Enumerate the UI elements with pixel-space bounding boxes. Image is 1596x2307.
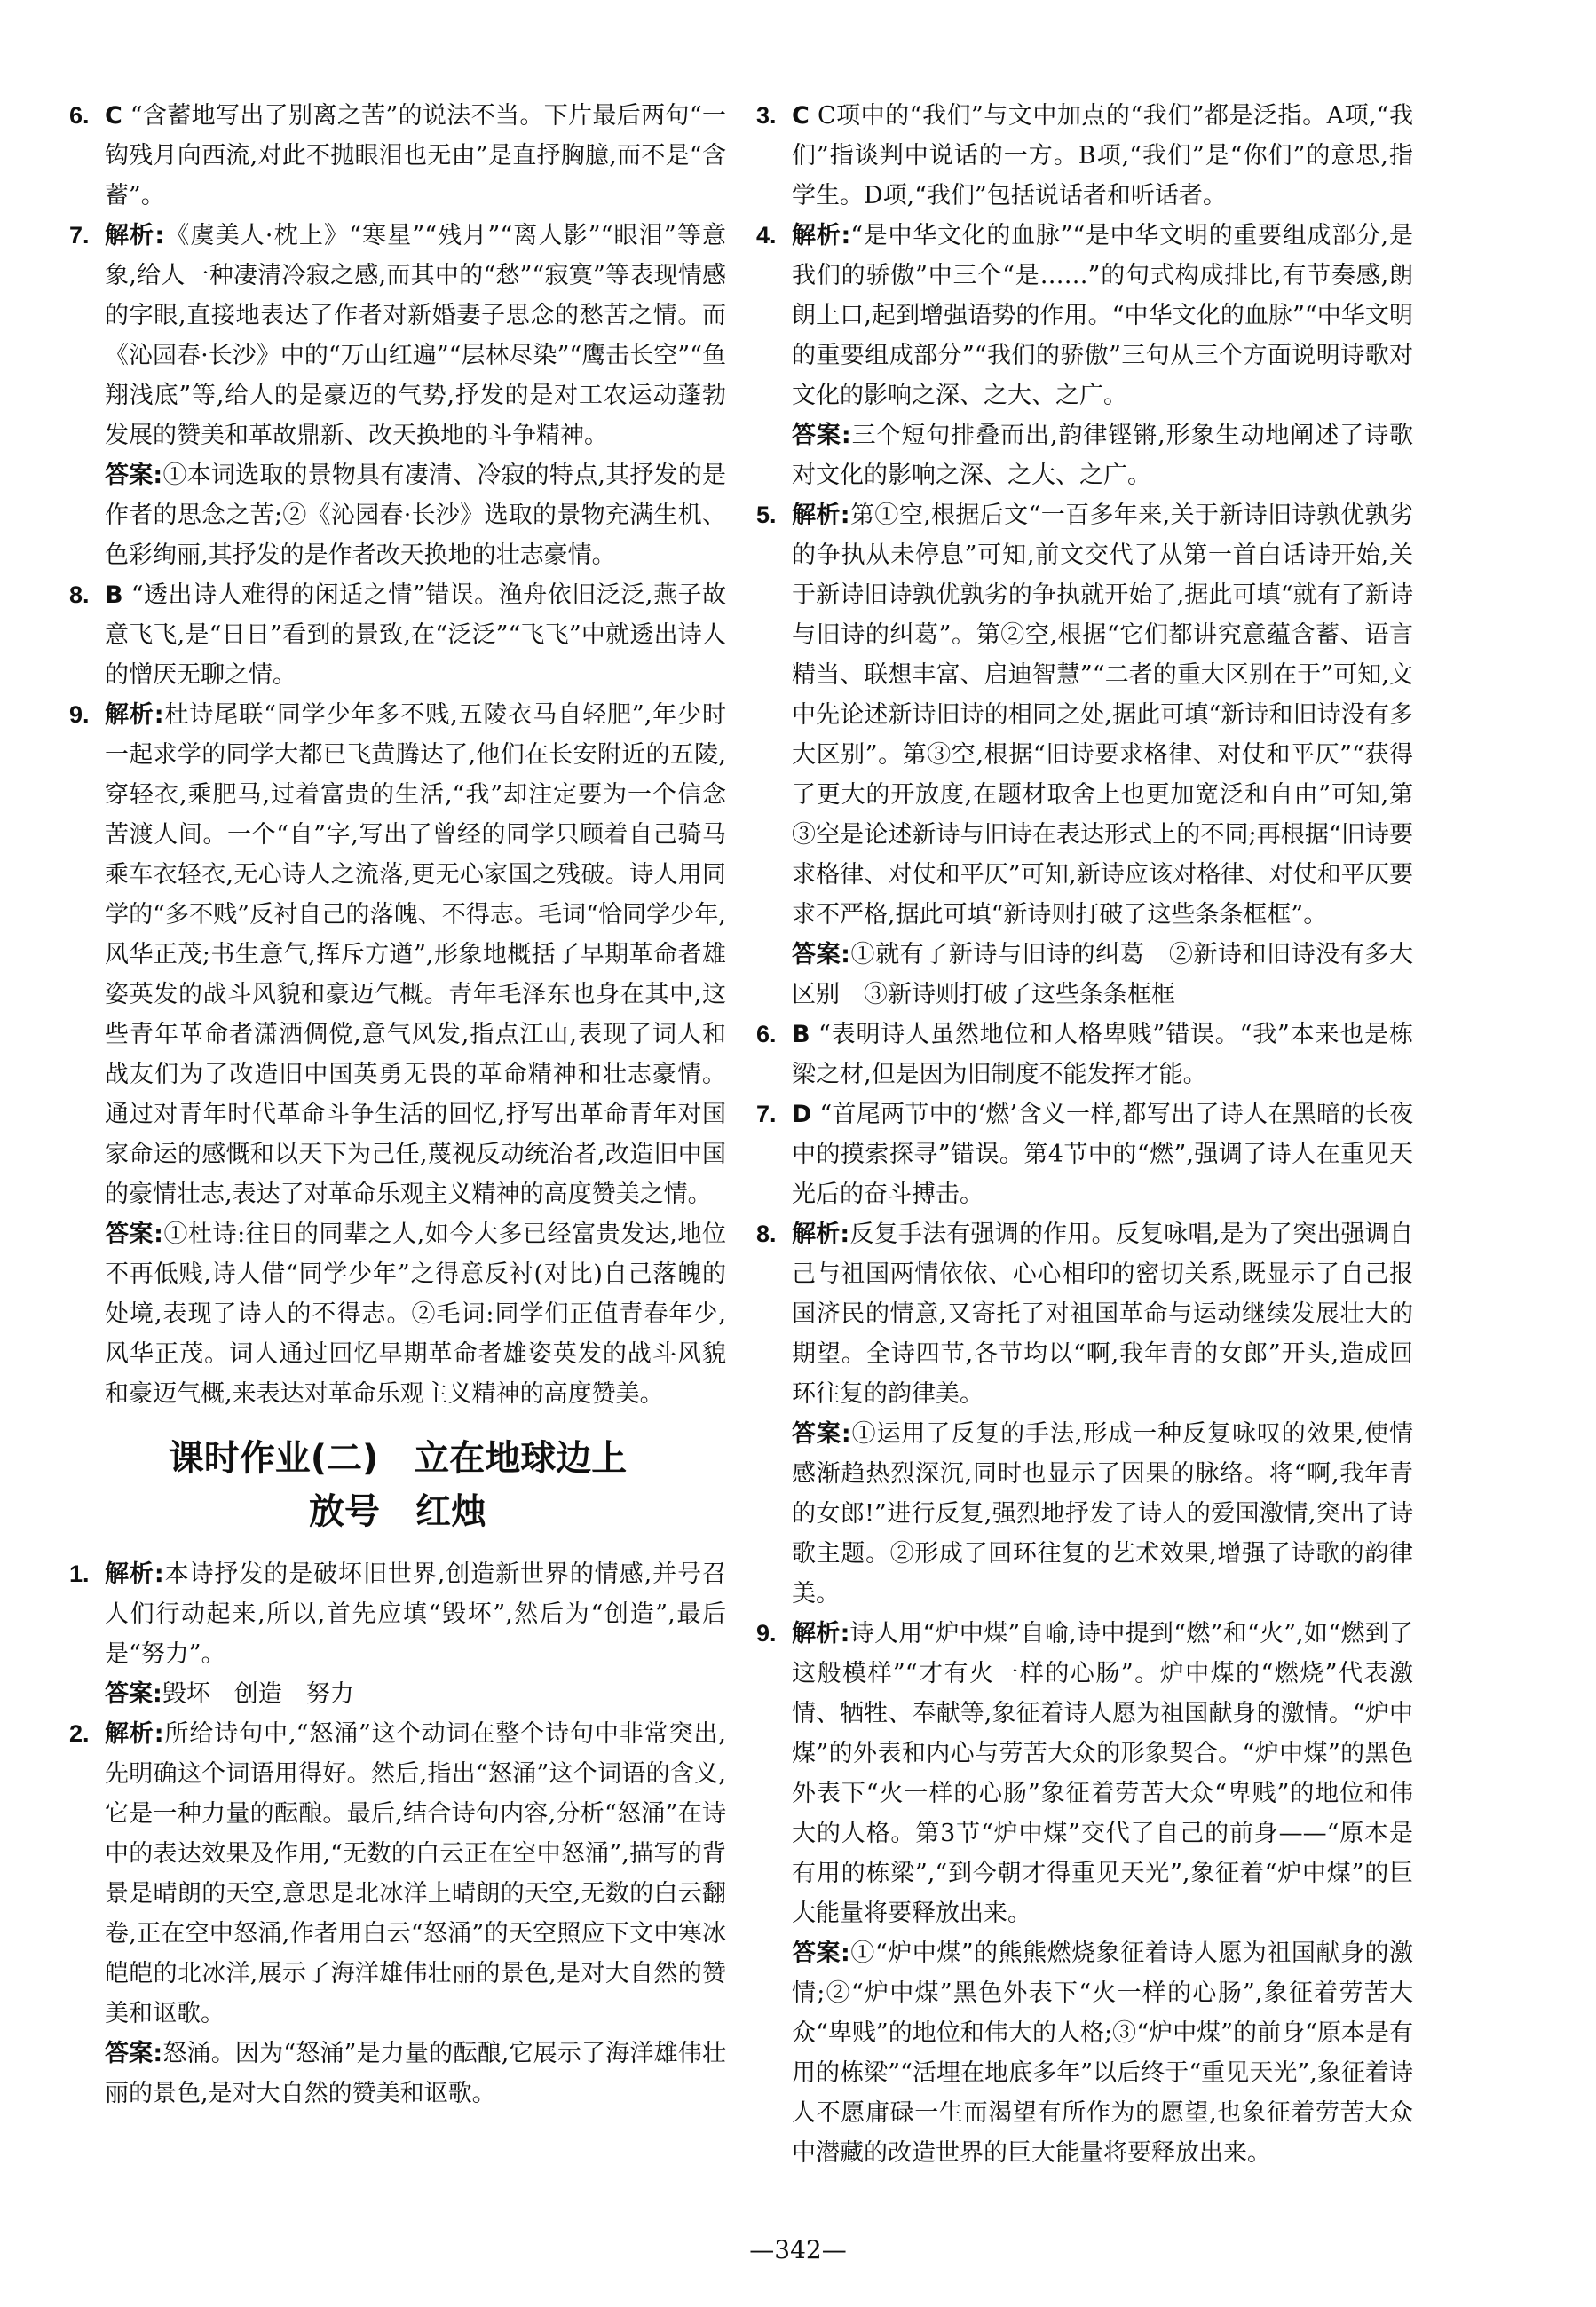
question-label: B (105, 581, 123, 609)
question-label: 解析: (792, 502, 850, 529)
question-body (756, 1015, 1413, 1094)
question-number: 7. (756, 1101, 777, 1127)
question-number: 5. (756, 502, 777, 528)
question-body (756, 1214, 1413, 1414)
question-number: 9. (69, 701, 90, 728)
answer-label: 答案: (792, 1940, 850, 1967)
question-item (69, 695, 726, 1414)
question-item (756, 1214, 1413, 1614)
question-text: “含蓄地写出了别离之苦”的说法不当。下片最后两句“一钩残月向西流,对此不抛眼泪也无由”是直抒胸臆,而不是“含蓄”。 (105, 102, 726, 209)
question-number: 1. (69, 1560, 90, 1587)
question-body (69, 1554, 726, 1674)
question-number: 8. (756, 1221, 777, 1247)
question-label: 解析: (105, 222, 165, 249)
question-text: 杜诗尾联“同学少年多不贱,五陵衣马自轻肥”,年少时一起求学的同学大都已飞黄腾达了,他们在长安附近的五陵,穿轻衣,乘肥马,过着富贵的生活,“我”却注定要为一个信念苦渡人间。一个“自”字,写出了曾经的同学只顾着自己骑马乘车衣轻衣,无心诗人之流落,更无心家国之残破。诗人用同学的“多不贱”反衬自己的落魄、不得志。毛词“恰同学少年,风华正茂;书生意气,挥斥方遒”,形象地概括了早期革命者雄姿英发的战斗风貌和豪迈气概。青年毛泽东也身在其中,这些青年革命者潇洒倜傥,意气风发,指点江山,表现了词人和战友们为了改造旧中国英勇无畏的革命精神和壮志豪情。通过对青年时代革命斗争生活的回忆,抒写出革命青年对国家命运的感慨和以天下为己任,蔑视反动统治者,改造旧中国的豪情壮志,表达了对革命乐观主义精神的高度赞美之情。 (105, 701, 726, 1208)
answer-text: ①本词选取的景物具有凄清、冷寂的特点,其抒发的是作者的思念之苦;②《沁园春·长沙》选取的景物充满生机、色彩绚丽,其抒发的是作者改天换地的壮志豪情。 (105, 462, 726, 569)
question-number: 4. (756, 222, 777, 249)
question-label: 解析: (792, 1221, 850, 1248)
answer-block (756, 935, 1413, 1015)
question-body (69, 96, 726, 216)
question-number: 2. (69, 1720, 90, 1747)
question-body (756, 495, 1413, 935)
answer-label: 答案: (792, 941, 850, 968)
right-column (756, 96, 1413, 2173)
answer-block (69, 1674, 726, 1714)
question-number: 8. (69, 581, 90, 608)
answer-block (69, 1214, 726, 1414)
question-body (69, 1714, 726, 2034)
section-heading (69, 1432, 726, 1538)
answer-label: 答案: (792, 422, 851, 449)
question-item (69, 96, 726, 216)
question-text: 第①空,根据后文“一百多年来,关于新诗旧诗孰优孰劣的争执从未停息”可知,前文交代了从第一首白话诗开始,关于新诗旧诗孰优孰劣的争执就开始了,据此可填“就有了新诗与旧诗的纠葛”。第②空,根据“它们都讲究意蕴含蓄、语言精当、联想丰富、启迪智慧”“二者的重大区别在于”可知,文中先论述新诗旧诗的相同之处,据此可填“新诗和旧诗没有多大区别”。第③空,根据“旧诗要求格律、对仗和平仄”“获得了更大的开放度,在题材取舍上也更加宽泛和自由”可知,第③空是论述新诗与旧诗在表达形式上的不同;再根据“旧诗要求格律、对仗和平仄”可知,新诗应该对格律、对仗和平仄要求不严格,据此可填“新诗则打破了这些条条框框”。 (792, 502, 1413, 928)
question-text: C项中的“我们”与文中加点的“我们”都是泛指。A项,“我们”指谈判中说话的一方。B项,“我们”是“你们”的意思,指学生。D项,“我们”包括说话者和听话者。 (792, 102, 1413, 209)
section-heading-line1: 课时作业(二) 立在地球边上 (168, 1438, 628, 1479)
question-text: 所给诗句中,“怒涌”这个动词在整个诗句中非常突出,先明确这个词语用得好。然后,指出“怒涌”这个词语的含义,它是一种力量的酝酿。最后,结合诗句内容,分析“怒涌”在诗中的表达效果及作用,“无数的白云正在空中怒涌”,描写的背景是晴朗的天空,意思是北冰洋上晴朗的天空,无数的白云翻卷,正在空中怒涌,作者用白云“怒涌”的天空照应下文中寒冰皑皑的北冰洋,展示了海洋雄伟壮丽的景色,是对大自然的赞美和讴歌。 (105, 1720, 726, 2027)
answer-text: 怒涌。因为“怒涌”是力量的酝酿,它展示了海洋雄伟壮丽的景色,是对大自然的赞美和讴歌。 (105, 2040, 726, 2107)
question-number: 7. (69, 222, 90, 249)
question-text: 《虞美人·枕上》“寒星”“残月”“离人影”“眼泪”等意象,给人一种凄清冷寂之感,而其中的“愁”“寂寞”等表现情感的字眼,直接地表达了作者对新婚妻子思念的愁苦之情。而《沁园春·长沙》中的“万山红遍”“层林尽染”“鹰击长空”“鱼翔浅底”等,给人的是豪迈的气势,抒发的是对工农运动蓬勃发展的赞美和革故鼎新、改天换地的斗争精神。 (105, 222, 726, 449)
question-body (69, 216, 726, 455)
answer-label: 答案: (105, 2040, 163, 2067)
answer-block (756, 1933, 1413, 2173)
question-text: 诗人用“炉中煤”自喻,诗中提到“燃”和“火”,如“燃到了这般模样”“才有火一样的心肠”。炉中煤的“燃烧”代表激情、牺牲、奉献等,象征着诗人愿为祖国献身的激情。“炉中煤”的外表和内心与劳苦大众的形象契合。“炉中煤”的黑色外表下“火一样的心肠”象征着劳苦大众“卑贱”的地位和伟大的人格。第3节“炉中煤”交代了自己的前身——“原本是有用的栋梁”,“到今朝才得重见天光”,象征着“炉中煤”的巨大能量将要释放出来。 (792, 1620, 1413, 1927)
question-number: 6. (69, 102, 90, 129)
question-text: “首尾两节中的‘燃’含义一样,都写出了诗人在黑暗的长夜中的摸索探寻”错误。第4节中的“燃”,强调了诗人在重见天光后的奋斗搏击。 (792, 1101, 1413, 1208)
question-item (69, 216, 726, 575)
question-item (756, 96, 1413, 216)
answer-block (756, 415, 1413, 495)
question-body (756, 216, 1413, 415)
question-label: D (792, 1101, 812, 1128)
question-text: 反复手法有强调的作用。反复咏唱,是为了突出强调自己与祖国两情依依、心心相印的密切关系,既显示了自己报国济民的情意,又寄托了对祖国革命与运动继续发展壮大的期望。全诗四节,各节均以“啊,我年青的女郎”开头,造成回环往复的韵律美。 (792, 1221, 1413, 1408)
question-body (69, 575, 726, 695)
question-item (756, 1614, 1413, 2173)
question-number: 3. (756, 102, 777, 129)
question-item (756, 1094, 1413, 1214)
question-text: “是中华文化的血脉”“是中华文明的重要组成部分,是我们的骄傲”中三个“是……”的句式构成排比,有节奏感,朗朗上口,起到增强语势的作用。“中华文化的血脉”“中华文明的重要组成部分”“我们的骄傲”三句从三个方面说明诗歌对文化的影响之深、之大、之广。 (792, 222, 1413, 409)
question-text: “表明诗人虽然地位和人格卑贱”错误。“我”本来也是栋梁之材,但是因为旧制度不能发挥才能。 (792, 1021, 1413, 1088)
answer-block (756, 1414, 1413, 1614)
question-label: 解析: (792, 222, 851, 249)
answer-label: 答案: (105, 462, 163, 489)
answer-block (69, 455, 726, 575)
answer-text: ①杜诗:往日的同辈之人,如今大多已经富贵发达,地位不再低贱,诗人借“同学少年”之得意反衬(对比)自己落魄的处境,表现了诗人的不得志。②毛词:同学们正值青春年少,风华正茂。词人通过回忆早期革命者雄姿英发的战斗风貌和豪迈气概,来表达对革命乐观主义精神的高度赞美。 (105, 1221, 726, 1408)
answer-label: 答案: (105, 1221, 163, 1248)
question-body (69, 695, 726, 1214)
question-label: 解析: (105, 701, 164, 729)
question-body (756, 1094, 1413, 1214)
answer-text: 三个短句排叠而出,韵律铿锵,形象生动地阐述了诗歌对文化的影响之深、之大、之广。 (792, 422, 1413, 489)
answer-text: ①“炉中煤”的熊熊燃烧象征着诗人愿为祖国献身的激情;②“炉中煤”黑色外表下“火一样的心肠”,象征着劳苦大众“卑贱”的地位和伟大的人格;③“炉中煤”的前身“原本是有用的栋梁”“活埋在地底多年”以后终于“重见天光”,象征着诗人不愿庸碌一生而渴望有所作为的愿望,也象征着劳苦大众中潜藏的改造世界的巨大能量将要释放出来。 (792, 1940, 1413, 2167)
answer-text: ①就有了新诗与旧诗的纠葛 ②新诗和旧诗没有多大区别 ③新诗则打破了这些条条框框 (792, 941, 1413, 1008)
question-label: B (792, 1021, 810, 1048)
answer-block (69, 2034, 726, 2113)
question-label: C (792, 102, 810, 130)
question-item (69, 575, 726, 695)
question-label: C (105, 102, 122, 130)
question-item (756, 495, 1413, 1015)
answer-label: 答案: (105, 1680, 162, 1708)
question-label: 解析: (105, 1720, 164, 1748)
question-number: 9. (756, 1620, 777, 1647)
left-column (69, 96, 726, 2113)
answer-text: ①运用了反复的手法,形成一种反复咏叹的效果,使情感渐趋热烈深沉,同时也显示了因果的脉络。将“啊,我年青的女郎!”进行反复,强烈地抒发了诗人的爱国激情,突出了诗歌主题。②形成了回环往复的艺术效果,增强了诗歌的韵律美。 (792, 1420, 1413, 1608)
question-label: 解析: (792, 1620, 850, 1647)
page-number: —342— (749, 2235, 847, 2264)
question-number: 6. (756, 1021, 777, 1047)
answer-text: 毁坏 创造 努力 (162, 1680, 354, 1708)
question-item (69, 1554, 726, 1714)
question-text: “透出诗人难得的闲适之情”错误。渔舟依旧泛泛,燕子故意飞飞,是“日日”看到的景致,在“泛泛”“飞飞”中就透出诗人的憎厌无聊之情。 (105, 581, 726, 689)
question-label: 解析: (105, 1560, 164, 1588)
question-body (756, 96, 1413, 216)
question-item (756, 216, 1413, 495)
question-text: 本诗抒发的是破坏旧世界,创造新世界的情感,并号召人们行动起来,所以,首先应填“毁坏”,然后为“创造”,最后是“努力”。 (105, 1560, 726, 1668)
question-item (69, 1714, 726, 2113)
section-heading-line2: 放号 红烛 (309, 1491, 486, 1532)
answer-label: 答案: (792, 1420, 851, 1448)
question-item (756, 1015, 1413, 1094)
question-body (756, 1614, 1413, 1933)
